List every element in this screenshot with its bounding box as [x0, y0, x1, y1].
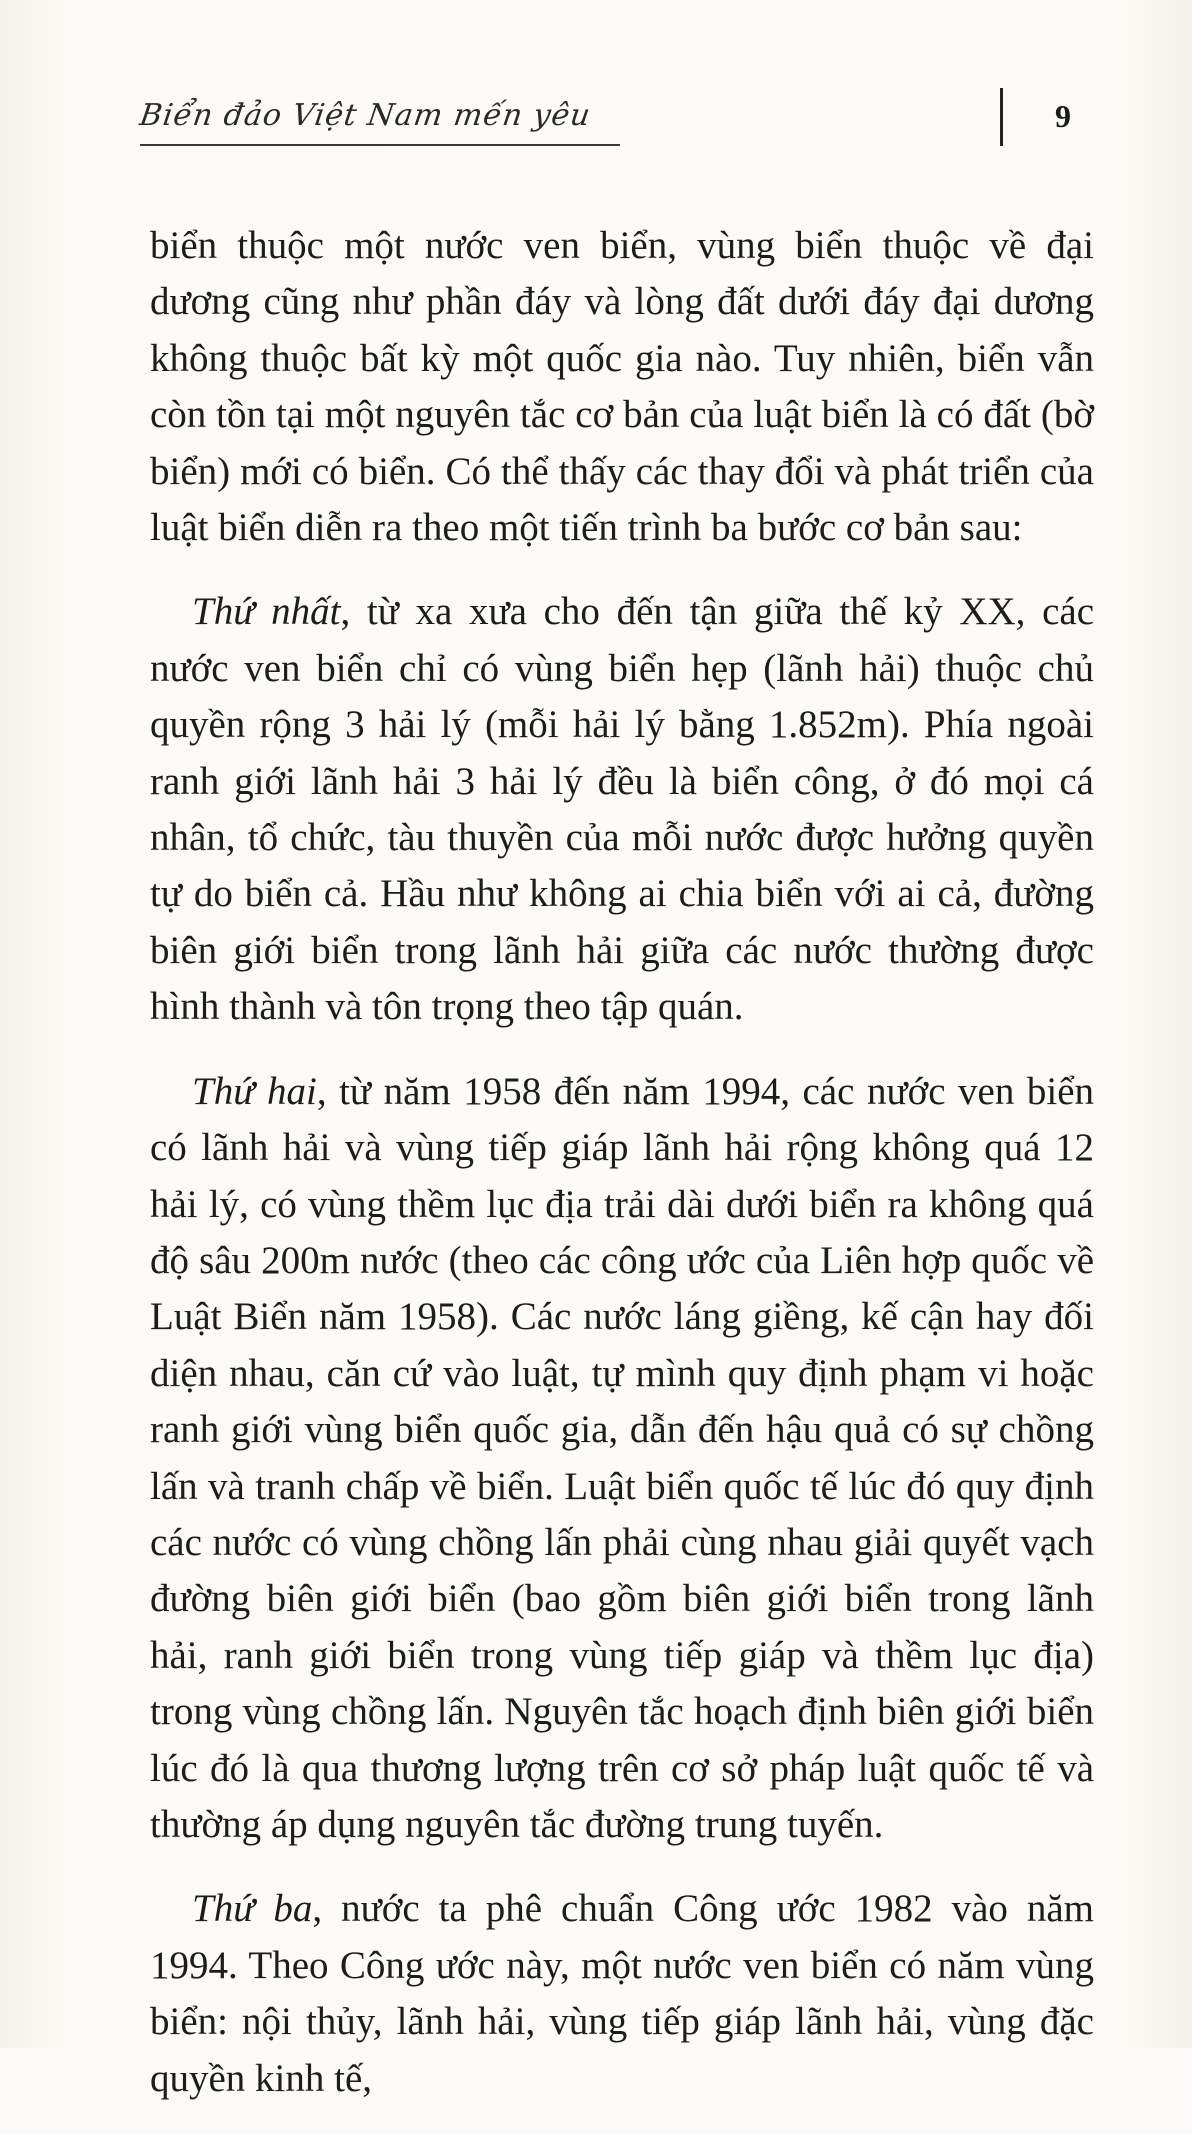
page-number: 9 [1055, 98, 1071, 134]
header-underline [140, 144, 620, 146]
paragraph-intro [150, 218, 1094, 556]
paragraph-lead: Thứ hai [192, 1069, 317, 1113]
paragraph-text: , nước ta phê chuẩn Công ước 1982 vào năm 1994. Theo Công ước này, một nước ven biển có năm vùng biển: nội thủy, lãnh hải, vùng tiếp giáp lãnh hải, vùng đặc quyền kinh tế, [150, 1887, 1094, 2100]
paragraph-lead: Thứ ba [192, 1887, 313, 1931]
paragraph-text: biển thuộc một nước ven biển, vùng biển thuộc về đại dương cũng như phần đáy và lòng đất dưới đáy đại dương không thuộc bất kỳ một quốc gia nào. Tuy nhiên, biển vẫn còn tồn tại một nguyên tắc cơ bản của luật biển là có đất (bờ biển) mới có biển. Có thể thấy các thay đổi và phát triển của luật biển diễn ra theo một tiến trình ba bước cơ bản sau: [150, 224, 1094, 550]
page-header [137, 92, 1080, 152]
paragraph-text: , từ xa xưa cho đến tận giữa thế kỷ XX, các nước ven biển chỉ có vùng biển hẹp (lãnh hải) thuộc chủ quyền rộng 3 hải lý (mỗi hải lý bằng 1.852m). Phía ngoài ranh giới lãnh hải 3 hải lý đều là biển công, ở đó mọi cá nhân, tổ chức, tàu thuyền của mỗi nước được hưởng quyền tự do biển cả. Hầu như không ai chia biển với ai cả, đường biên giới biển trong lãnh hải giữa các nước thường được hình thành và tôn trọng theo tập quán. [150, 590, 1095, 1029]
paragraph-second-stage [150, 1064, 1094, 1854]
paragraph-lead: Thứ nhất [192, 590, 341, 634]
paragraph-text: , từ năm 1958 đến năm 1994, các nước ven biển có lãnh hải và vùng tiếp giáp lãnh hải rộng không quá 12 hải lý, có vùng thềm lục địa trải dài dưới biển ra không quá độ sâu 200m nước (theo các công ước của Liên hợp quốc về Luật Biển năm 1958). Các nước láng giềng, kế cận hay đối diện nhau, căn cứ vào luật, tự mình quy định phạm vi hoặc ranh giới vùng biển quốc gia, dẫn đến hậu quả có sự chồng lấn và tranh chấp về biển. Luật biển quốc tế lúc đó quy định các nước có vùng chồng lấn phải cùng nhau giải quyết vạch đường biên giới biển (bao gồm biên giới biển trong lãnh hải, ranh giới biển trong vùng tiếp giáp và thềm lục địa) trong vùng chồng lấn. Nguyên tắc hoạch định biên giới biển lúc đó là qua thương lượng trên cơ sở pháp luật quốc tế và thường áp dụng nguyên tắc đường trung tuyến. [150, 1069, 1094, 1846]
running-title: Biển đảo Việt Nam mến yêu [137, 98, 594, 133]
paragraph-first-stage [150, 584, 1094, 1035]
header-divider [1000, 88, 1003, 146]
paragraph-third-stage [150, 1881, 1094, 2107]
body-text [150, 218, 1094, 2135]
